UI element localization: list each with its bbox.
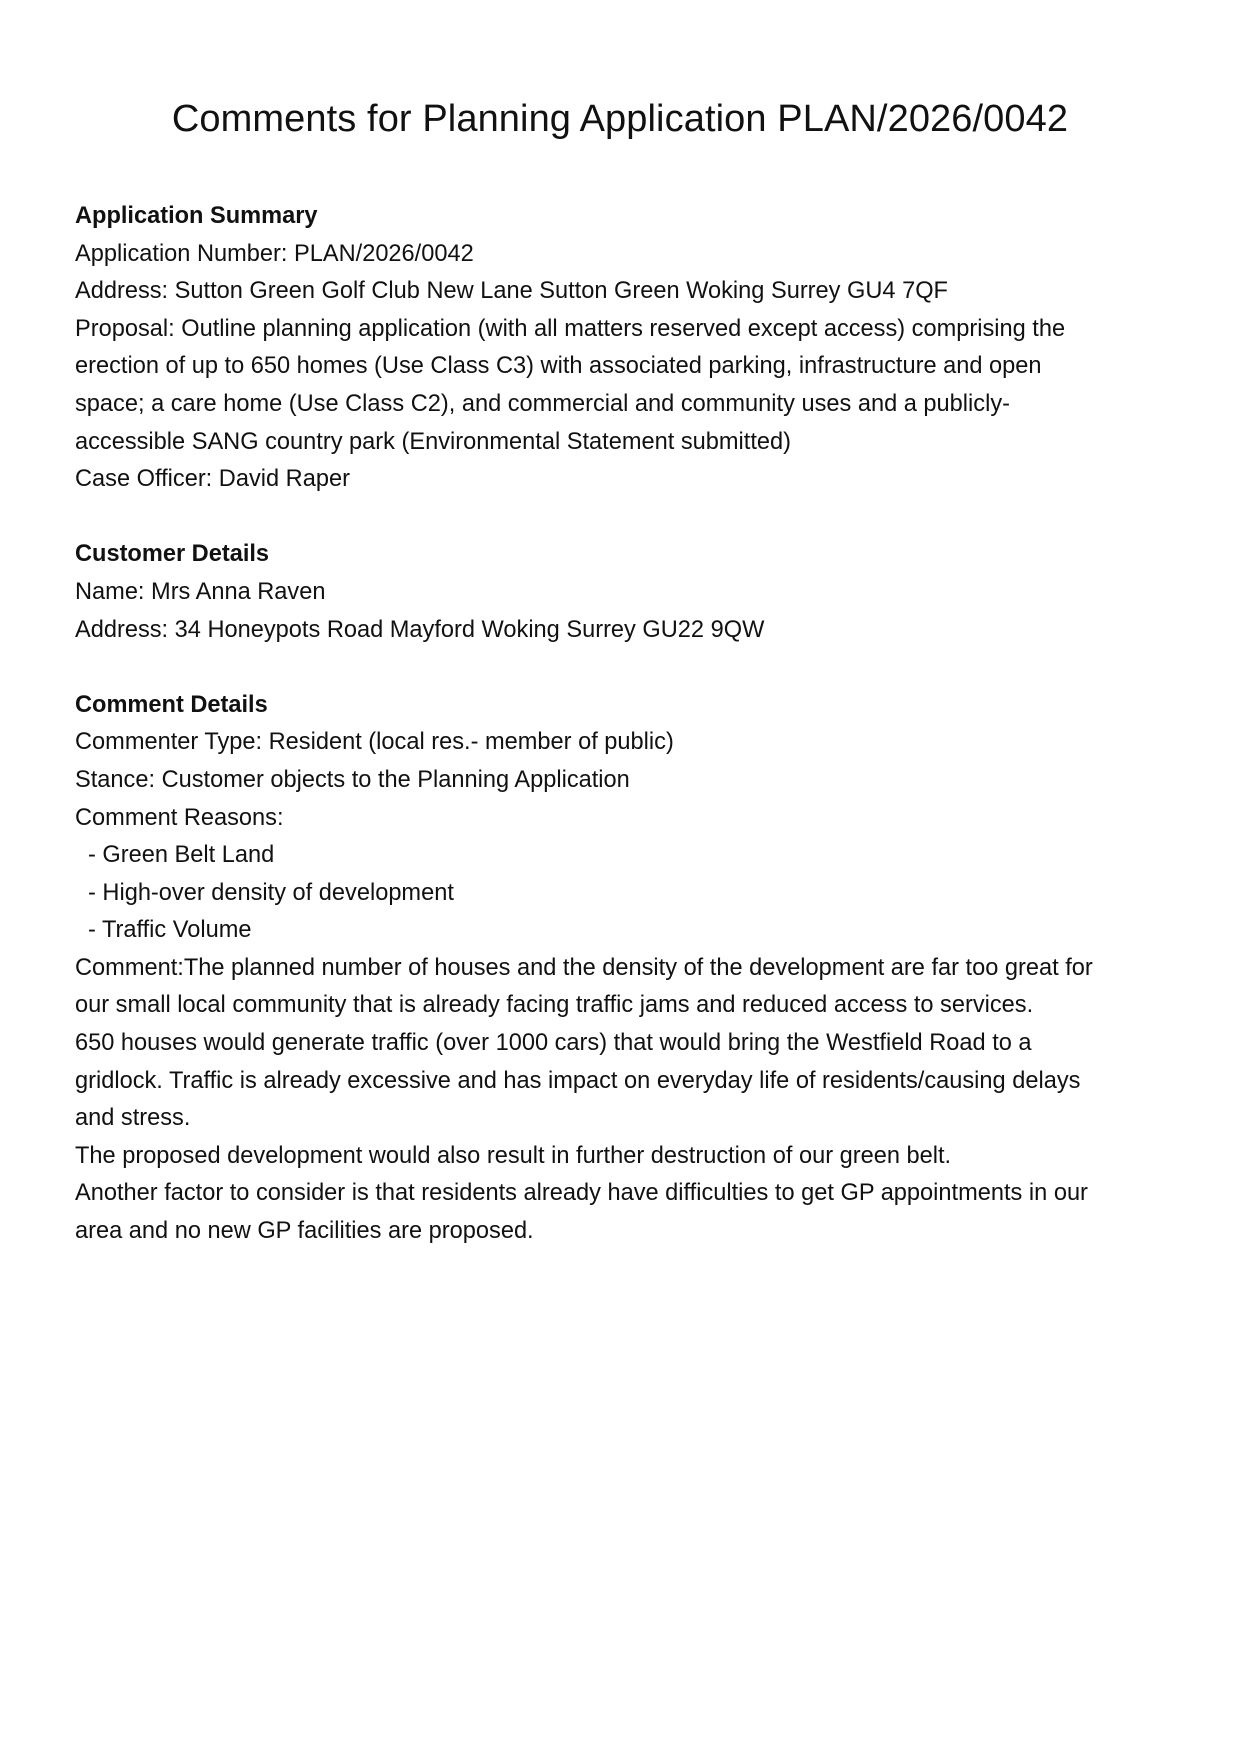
comment-text-line: and stress.: [75, 1105, 191, 1132]
commenter-type: Commenter Type: Resident (local res.- member of public): [75, 729, 674, 756]
comment-reason-item: - Green Belt Land: [88, 842, 275, 869]
application-summary-section: [75, 198, 1175, 499]
proposal-line: Proposal: Outline planning application (with all matters reserved except access) comprising the: [75, 315, 1066, 342]
comment-text-line: our small local community that is already facing traffic jams and reduced access to services.: [75, 992, 1034, 1019]
comment-reason-item: - High-over density of development: [88, 879, 454, 906]
page-title: Comments for Planning Application PLAN/2026/0042: [171, 98, 1069, 140]
comment-reasons-label: Comment Reasons:: [75, 804, 284, 831]
customer-name: Name: Mrs Anna Raven: [75, 578, 326, 605]
proposal-line: space; a care home (Use Class C2), and commercial and community uses and a publicly-: [75, 390, 1010, 417]
comment-reason-item: - Traffic Volume: [88, 917, 252, 944]
proposal-line: accessible SANG country park (Environmental Statement submitted): [75, 428, 791, 455]
proposal-line: erection of up to 650 homes (Use Class C3) with associated parking, infrastructure and open: [75, 353, 1042, 380]
comment-text-line: The proposed development would also result in further destruction of our green belt.: [75, 1142, 952, 1169]
customer-address: Address: 34 Honeypots Road Mayford Woking Surrey GU22 9QW: [75, 616, 765, 643]
application-summary-heading: Application Summary: [75, 203, 318, 229]
comment-text-line: 650 houses would generate traffic (over 1000 cars) that would bring the Westfield Road to a: [75, 1030, 1032, 1057]
comment-details-section: [75, 687, 1175, 1251]
comment-details-heading: Comment Details: [75, 691, 268, 718]
application-address: Address: Sutton Green Golf Club New Lane Sutton Green Woking Surrey GU4 7QF: [75, 278, 948, 305]
document-body: [75, 198, 1175, 1288]
application-number: Application Number: PLAN/2026/0042: [75, 240, 474, 267]
customer-details-section: [75, 536, 1175, 649]
case-officer: Case Officer: David Raper: [75, 466, 350, 493]
comment-text-line: Another factor to consider is that residents already have difficulties to get GP appointments in our: [75, 1180, 1088, 1207]
customer-details-heading: Customer Details: [75, 541, 270, 568]
comment-text-line: gridlock. Traffic is already excessive and has impact on everyday life of residents/causing delays: [75, 1067, 1081, 1094]
comment-text-line: Comment:The planned number of houses and the density of the development are far too great for: [75, 954, 1093, 981]
stance: Stance: Customer objects to the Planning Application: [75, 766, 630, 793]
comment-text-line: area and no new GP facilities are proposed.: [75, 1218, 534, 1245]
